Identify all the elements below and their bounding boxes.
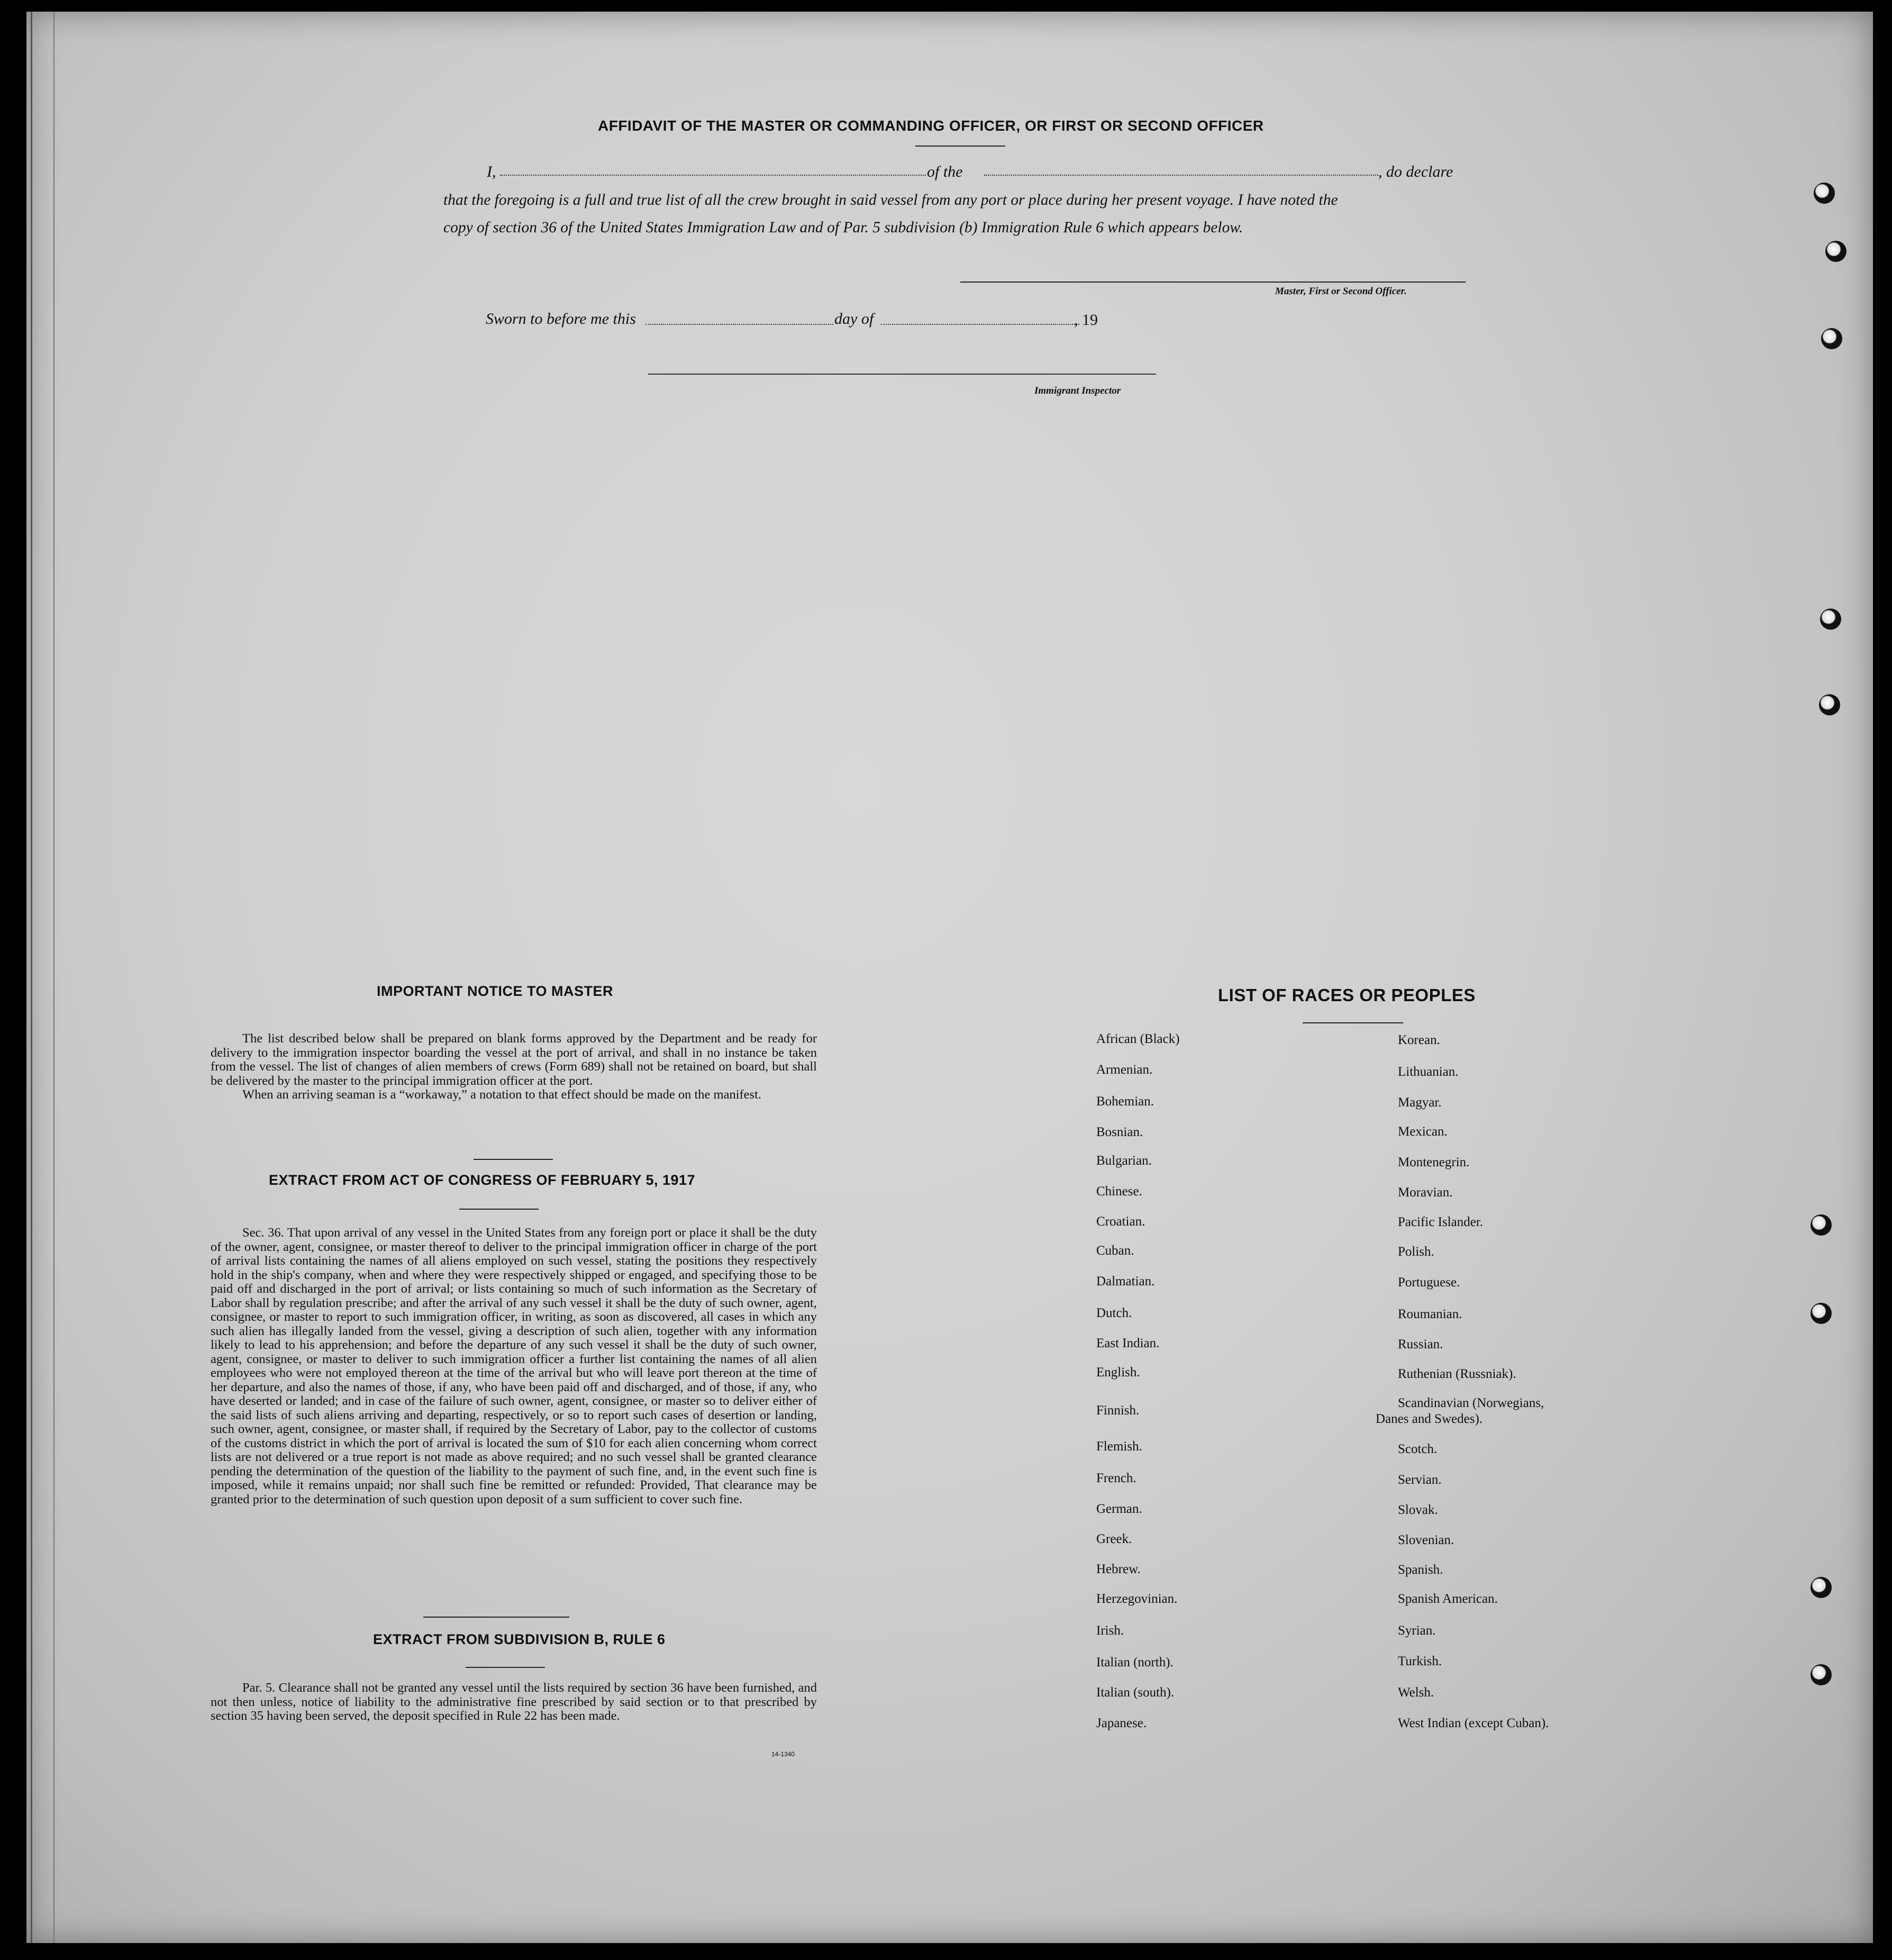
race-item: Polish.: [1398, 1245, 1434, 1259]
notice-rule: [474, 1159, 553, 1160]
affidavit-of-the: of the: [927, 163, 963, 180]
affidavit-declare: , do declare: [1378, 163, 1453, 180]
form-number: 14-1340: [771, 1750, 795, 1758]
race-item: Slovak.: [1398, 1503, 1438, 1517]
notice-title: IMPORTANT NOTICE TO MASTER: [377, 983, 613, 999]
race-item: Greek.: [1096, 1532, 1132, 1546]
race-item: Bulgarian.: [1096, 1154, 1152, 1168]
notice-text: [211, 1032, 817, 1102]
affidavit-line-2: that the foregoing is a full and true list of all the crew brought in said vessel from any port or place during her present voyage. I have noted the: [443, 192, 1338, 208]
race-item: West Indian (except Cuban).: [1398, 1716, 1549, 1730]
race-item: Bohemian.: [1096, 1094, 1154, 1109]
race-item: English.: [1096, 1365, 1140, 1380]
race-item: Herzegovinian.: [1096, 1592, 1178, 1606]
race-item: Croatian.: [1096, 1214, 1145, 1229]
punch-hole-icon: [1811, 1664, 1832, 1685]
extract-rule-rule: [466, 1667, 545, 1668]
race-item: African (Black): [1096, 1032, 1180, 1046]
race-item: Spanish American.: [1398, 1592, 1498, 1606]
affidavit-title: AFFIDAVIT OF THE MASTER OR COMMANDING OFFICER, OR FIRST OR SECOND OFFICER: [598, 117, 1264, 134]
race-item: Russian.: [1398, 1337, 1443, 1351]
race-item: Korean.: [1398, 1033, 1440, 1047]
affidavit-title-rule: [915, 146, 1005, 147]
affidavit-line-3: copy of section 36 of the United States Immigration Law and of Par. 5 subdivision (b) Immigration Rule 6 which appears below.: [443, 219, 1243, 236]
race-item: Roumanian.: [1398, 1307, 1462, 1321]
document-page: [26, 12, 1873, 1943]
extract-act-title: EXTRACT FROM ACT OF CONGRESS OF FEBRUARY 5, 1917: [269, 1172, 696, 1188]
year-text: , 19: [1074, 311, 1098, 329]
race-item: Dutch.: [1096, 1306, 1132, 1320]
inspector-signature-line[interactable]: [648, 374, 1156, 375]
race-item: Mexican.: [1398, 1124, 1448, 1139]
race-item: Cuban.: [1096, 1244, 1134, 1258]
race-item: Danes and Swedes).: [1376, 1412, 1483, 1426]
race-item: Slovenian.: [1398, 1533, 1454, 1547]
notice-paragraph-2: When an arriving seaman is a “workaway,” a notation to that effect should be made on the manifest.: [242, 1087, 762, 1102]
race-item: East Indian.: [1096, 1336, 1160, 1350]
races-title-rule: [1303, 1022, 1403, 1023]
race-item: German.: [1096, 1502, 1142, 1516]
race-item: Syrian.: [1398, 1623, 1436, 1638]
race-item: French.: [1096, 1471, 1136, 1485]
race-item: Ruthenian (Russniak).: [1398, 1367, 1516, 1381]
extract-act-text: [211, 1226, 817, 1507]
affidavit-i: I,: [487, 163, 496, 180]
race-item: Spanish.: [1398, 1563, 1443, 1577]
race-item: Servian.: [1398, 1473, 1442, 1487]
race-item: Italian (south).: [1096, 1685, 1175, 1700]
extract-rule-top-rule: [423, 1617, 569, 1618]
race-item: Magyar.: [1398, 1095, 1442, 1110]
punch-hole-icon: [1825, 241, 1846, 262]
sworn-day-field[interactable]: [645, 324, 833, 325]
master-name-field[interactable]: [500, 175, 926, 176]
races-title: LIST OF RACES OR PEOPLES: [1218, 985, 1476, 1005]
race-item: Scandinavian (Norwegians,: [1398, 1396, 1544, 1410]
sworn-text: Sworn to before me this: [486, 310, 636, 328]
master-signature-label: Master, First or Second Officer.: [1275, 286, 1407, 297]
race-item: Japanese.: [1096, 1716, 1147, 1730]
race-item: Moravian.: [1398, 1185, 1453, 1200]
page-edge: [31, 12, 54, 1943]
section-36-text: Sec. 36. That upon arrival of any vessel in the United States from any foreign port or place it shall be the duty of the owner, agent, consignee, or master thereof to deliver to the principal immigration officer in charge of the port of arrival lists containing the names of all aliens employed on such vessel, stating the positions they respectively hold in the ship's company, when and where they were respectively shipped or engaged, and specifying those to be paid off and discharged in the port of arrival; or lists containing so much of such information as the Secretary of Labor shall by regulation prescribe; and after the arrival of any such vessel it shall be the duty of such owner, agent, consignee, or master to report to such immigration officer, in writing, as soon as discovered, all cases in which any such alien has illegally landed from the vessel, giving a description of such alien, together with any information likely to lead to his apprehension; and before the departure of any such vessel it shall be the duty of such owner, agent, consignee, or master to deliver to such immigration officer a further list containing the names of all alien employees who were not employed thereon at the time of the arrival but who will leave port thereon at the time of her departure, and also the names of those, if any, who have been paid off and discharged, and of those, if any, who have deserted or landed; and in case of the failure of such owner, agent, consignee, or master so to deliver either of the said lists of such aliens arriving and departing, respectively, or so to report such cases of desertion or landing, such owner, agent, consignee, or master shall, if required by the Secretary of Labor, pay to the collector of customs of the customs district in which the port of arrival is located the sum of $10 for each alien concerning whom correct lists are not delivered or a true report is not made as above required; and no such vessel shall be granted clearance pending the determination of the question of the liability to the payment of such fine, and, in the event such fine is imposed, while it remains unpaid; nor shall such fine be remitted or refunded: Provided, That clearance may be granted prior to the determination of such question upon deposit of a sum sufficient to cover such fine.: [211, 1226, 817, 1507]
race-item: Hebrew.: [1096, 1562, 1141, 1576]
punch-hole-icon: [1814, 183, 1835, 204]
extract-act-rule: [459, 1209, 539, 1210]
race-item: Armenian.: [1096, 1063, 1153, 1077]
race-item: Bosnian.: [1096, 1125, 1143, 1139]
race-item: Irish.: [1096, 1623, 1124, 1638]
race-item: Chinese.: [1096, 1184, 1142, 1199]
race-item: Lithuanian.: [1398, 1065, 1459, 1079]
punch-hole-icon: [1811, 1303, 1832, 1324]
race-item: Portuguese.: [1398, 1275, 1460, 1290]
race-item: Dalmatian.: [1096, 1274, 1155, 1288]
extract-rule-text: [211, 1681, 817, 1723]
race-item: Pacific Islander.: [1398, 1215, 1484, 1229]
race-item: Welsh.: [1398, 1685, 1434, 1700]
race-item: Montenegrin.: [1398, 1155, 1470, 1169]
punch-hole-icon: [1820, 609, 1841, 630]
notice-paragraph-1: The list described below shall be prepared on blank forms approved by the Department and be ready for delivery to the immigration inspector boarding the vessel at the port of arrival, and shall in no instance be taken from the vessel. The list of changes of alien members of crews (Form 689) shall not be retained on board, but shall be delivered by the master to the principal immigration officer at the port.: [211, 1031, 817, 1088]
punch-hole-icon: [1811, 1577, 1832, 1598]
sworn-month-field[interactable]: [881, 324, 1079, 325]
race-item: Scotch.: [1398, 1442, 1438, 1456]
punch-hole-icon: [1819, 694, 1840, 715]
race-item: Finnish.: [1096, 1403, 1140, 1418]
race-item: Turkish.: [1398, 1654, 1442, 1668]
punch-hole-icon: [1811, 1214, 1832, 1236]
punch-hole-icon: [1821, 328, 1842, 349]
race-item: Italian (north).: [1096, 1655, 1174, 1669]
master-signature-line[interactable]: [960, 282, 1466, 283]
par-5-text: Par. 5. Clearance shall not be granted any vessel until the lists required by section 36 have been furnished, and not then unless, notice of liability to the administrative fine prescribed by said section or to that prescribed by section 35 having been served, the deposit specified in Rule 22 has been made.: [211, 1681, 817, 1723]
inspector-signature-label: Immigrant Inspector: [1034, 385, 1121, 396]
day-of-text: day of: [834, 310, 874, 328]
extract-rule-title: EXTRACT FROM SUBDIVISION B, RULE 6: [373, 1631, 666, 1647]
race-item: Flemish.: [1096, 1439, 1142, 1454]
vessel-name-field[interactable]: [984, 175, 1378, 176]
